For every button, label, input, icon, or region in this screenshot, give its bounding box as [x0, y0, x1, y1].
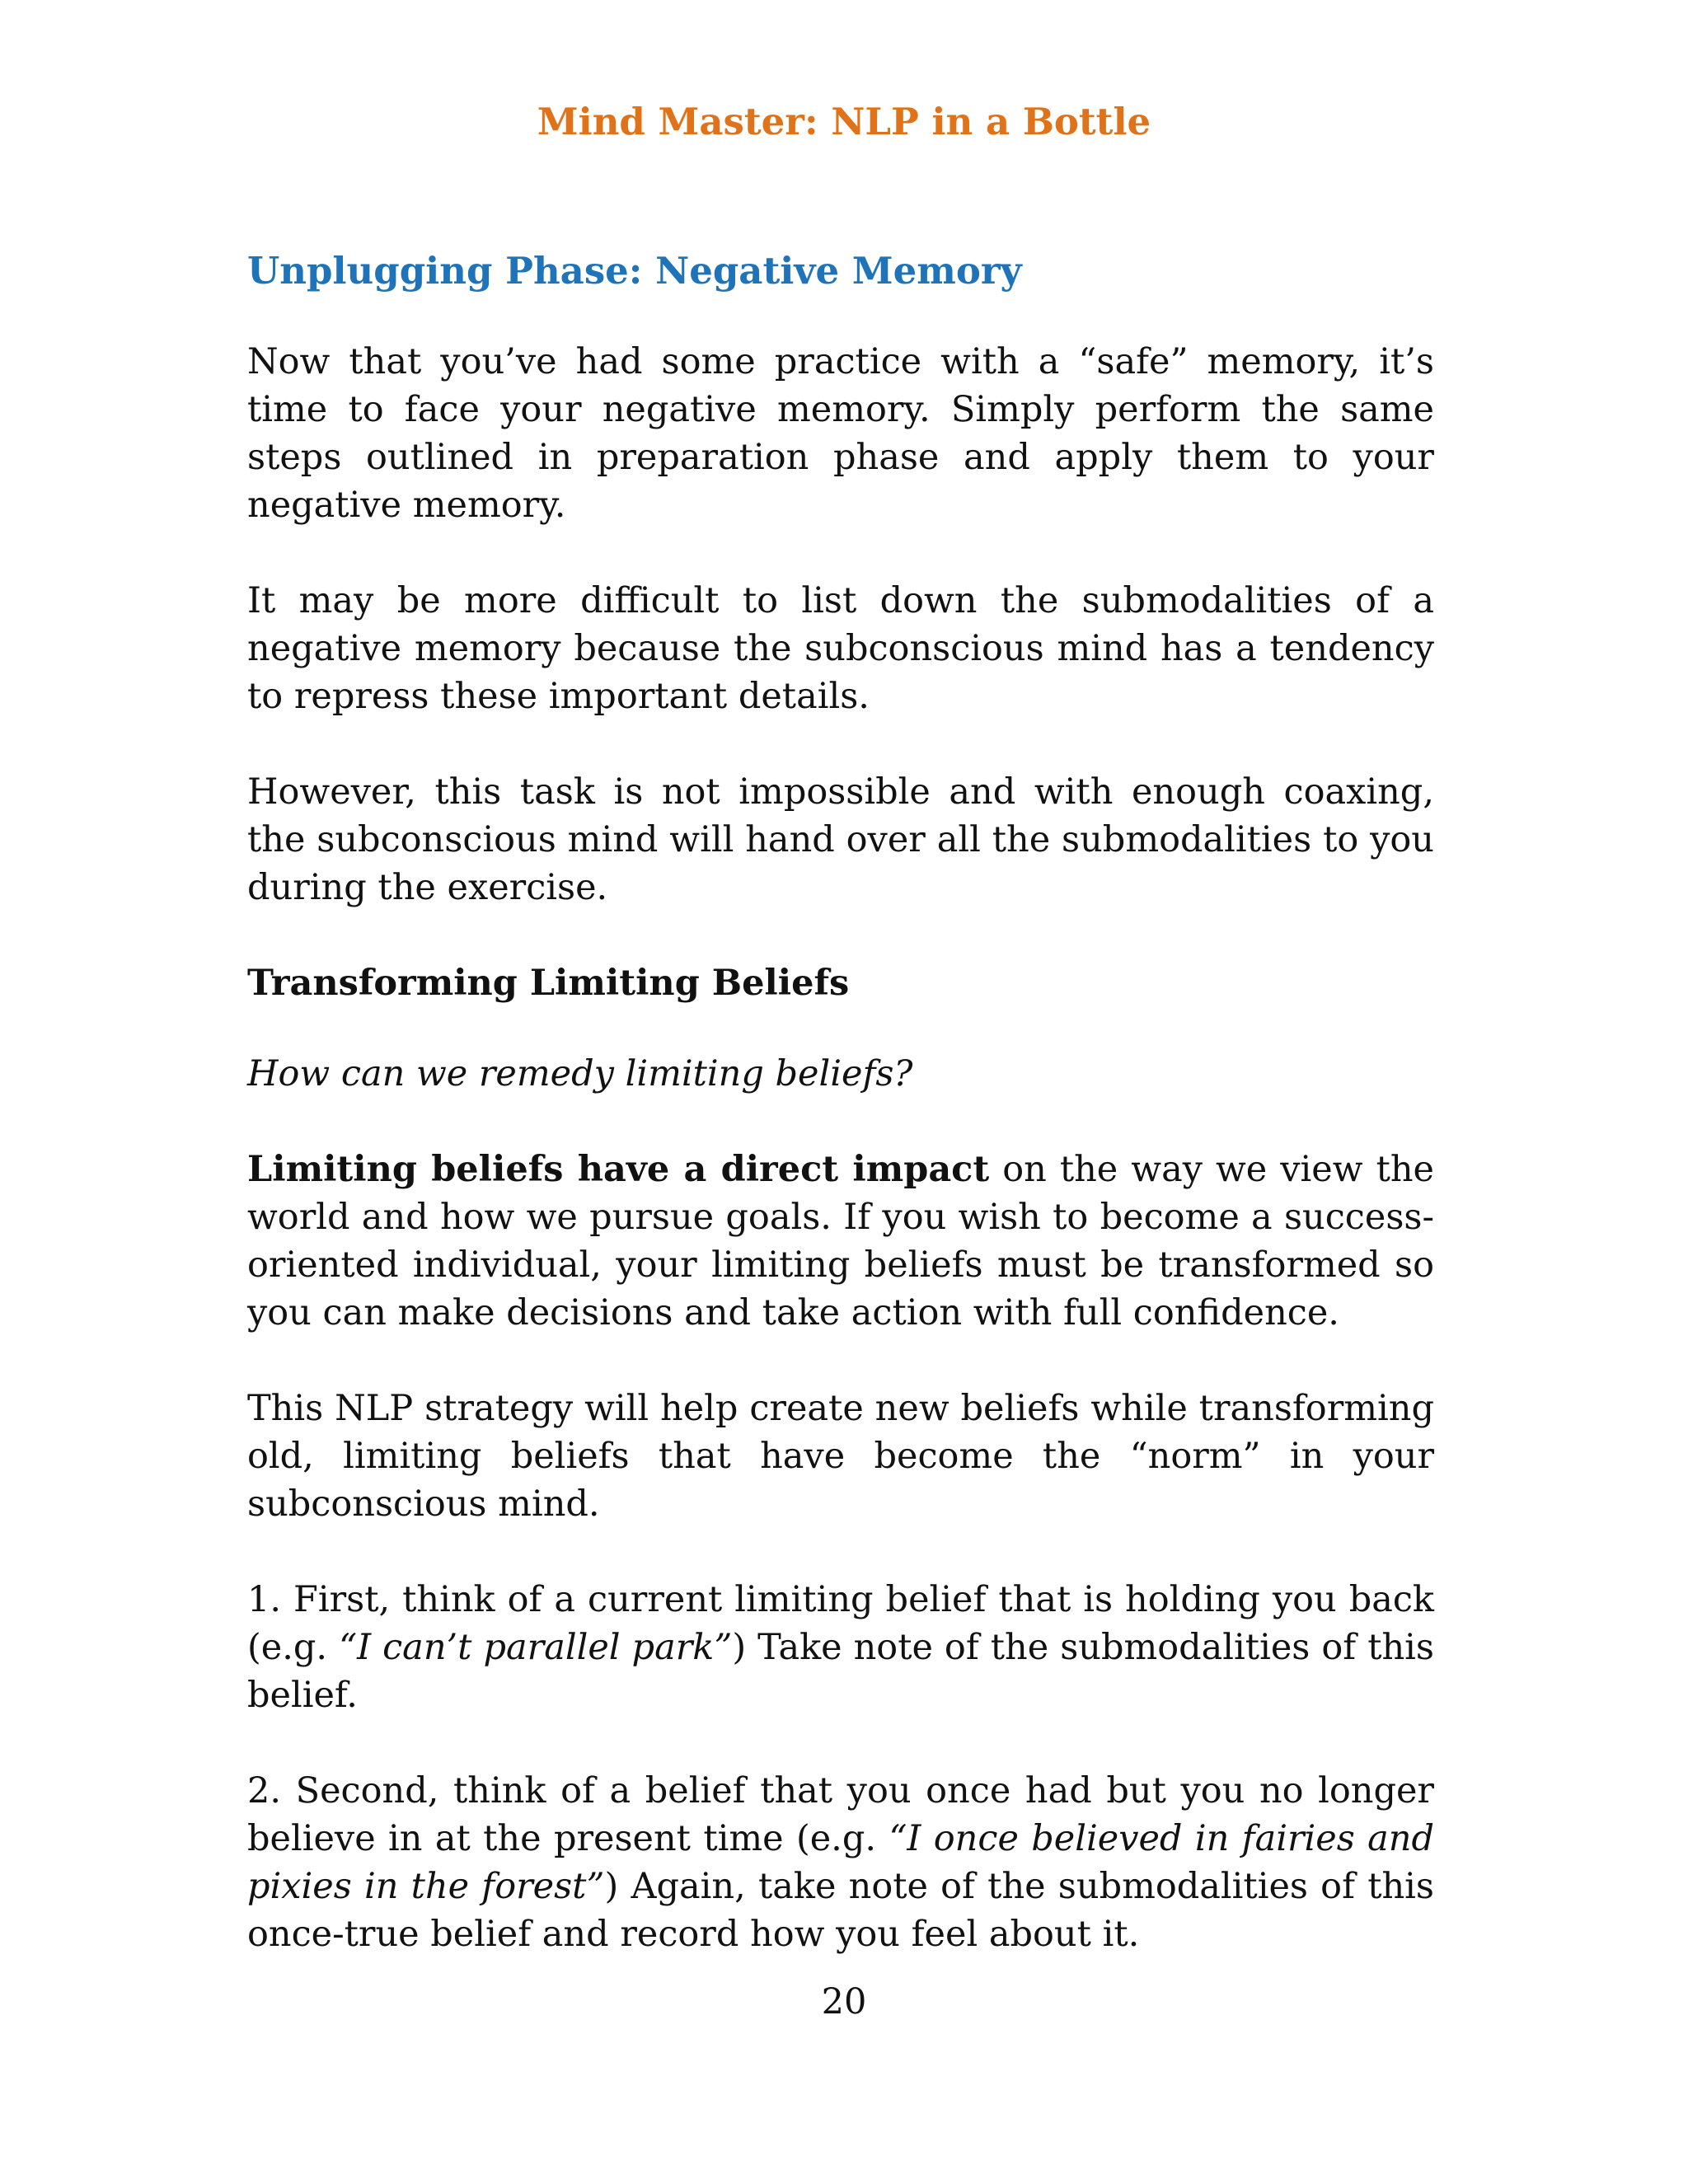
paragraph-submodalities-difficulty: It may be more difficult to list down the submodalities of a negative memory because the subconscious mind has a tendency to repress these important details. — [247, 580, 1434, 717]
step-1-text-end: ) Take note of the submodalities of this belief. — [247, 1627, 1434, 1716]
step-1-example: “I can’t parallel park” — [339, 1627, 733, 1668]
step-2-example: “I once believed in fairies and pixies in the forest” — [247, 1818, 1435, 1907]
step-2-text: 2. Second, think of a belief that you once had but you no longer believe in at the present time (e.g. — [247, 1770, 1434, 1859]
section-heading-unplugging: Unplugging Phase: Negative Memory — [247, 249, 1022, 293]
step-1 — [247, 1576, 1434, 1719]
paragraph-nlp-strategy: This NLP strategy will help create new beliefs while transforming old, limiting beliefs that have become the “norm” in your subconscious mind. — [247, 1388, 1434, 1525]
running-title: Mind Master: NLP in a Bottle — [537, 100, 1151, 143]
step-1-text: 1. First, think of a current limiting belief that is holding you back (e.g. — [247, 1579, 1434, 1668]
paragraph-text: on the way we view the world and how we pursue goals. If you wish to become a success-oriented individual, your limiting beliefs must be transformed so you can make decisions and take action with full confidence. — [247, 1149, 1434, 1333]
step-2 — [247, 1767, 1434, 1958]
paragraph-task-not-impossible: However, this task is not impossible and with enough coaxing, the subconscious mind will hand over all the submodalities to you during the exercise. — [247, 771, 1434, 908]
paragraph-limiting-beliefs-impact — [247, 1146, 1434, 1337]
page-content — [247, 247, 1434, 2006]
question-remedy-beliefs: How can we remedy limiting beliefs? — [247, 1053, 913, 1094]
bold-lead-phrase: Limiting beliefs have a direct impact — [247, 1149, 990, 1190]
step-2-text-end: ) Again, take note of the submodalities of this once-true belief and record how you feel about it. — [247, 1866, 1434, 1955]
page-number: 20 — [821, 1981, 867, 2022]
paragraph-practice-safe-memory: Now that you’ve had some practice with a “safe” memory, it’s time to face your negative memory. Simply perform the same steps outlined in preparation phase and apply them to your negative memory. — [247, 341, 1434, 526]
section-heading-transforming-beliefs: Transforming Limiting Beliefs — [247, 963, 850, 1004]
